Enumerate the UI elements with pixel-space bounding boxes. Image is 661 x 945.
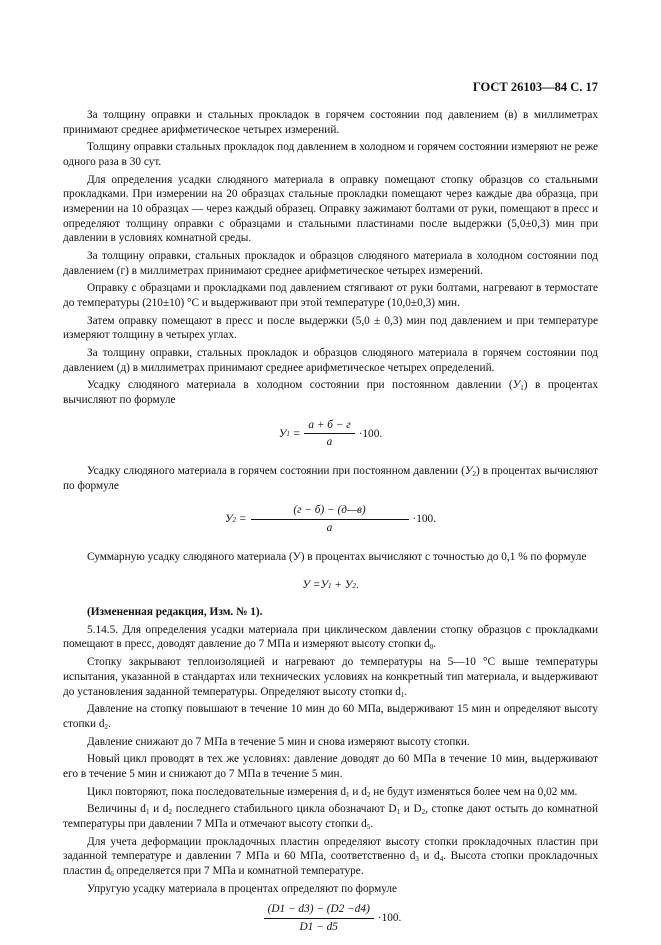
formula-shrink-cold: У 1 = $\frac{а + б - г}{а}$ ·100. xyxy=(278,418,383,449)
paragraph: Для учета деформации прокладочных пластин определяют высоту стопки прокладочных пластин при заданной температуре и давлении 7 МПа и 60 МПа, соответственно $d_3$ и $d_4$. Высота стопки прокладочных пластин $d_6$ определяется при 7 МПа и комнатной температуре. xyxy=(63,835,598,878)
paragraph: Усадку слюдяного материала в холодном состоянии при постоянном давлении $(У_1)$ в процентах вычисляют по формуле xyxy=(63,379,598,407)
paragraph: За толщину оправки, стальных прокладок и образцов слюдяного материала в холодном состоянии под давлением (г) в миллиметрах принимают среднее арифметическое четырех измерений. xyxy=(63,250,598,277)
paragraph: Давление снижают до 7 МПа в течение 5 мин и снова измеряют высоту стопки. xyxy=(87,735,470,748)
paragraph: Упругую усадку материала в процентах определяют по формуле xyxy=(87,882,398,895)
formula-total-shrink: У =У 1 + У 2 . xyxy=(302,579,359,592)
paragraph: За толщину оправки и стальных прокладок в горячем состоянии под давлением (в) в миллиметрах принимают среднее арифметическое четырех измерений. xyxy=(63,109,598,136)
formula-shrink-hot: У 2 = $\frac{(г - б) - (д—в)}{а}$ ·100. xyxy=(224,504,437,535)
edit-note: (Измененная редакция, Изм. № 1). xyxy=(87,606,263,619)
paragraph: Новый цикл проводят в тех же условиях: давление доводят до 60 МПа в течение 10 мин, выдерживают его в течение 5 мин и снижают до 7 МПа в течение 5 мин. xyxy=(63,753,598,780)
paragraph: Оправку с образцами и прокладками под давлением стягивают от руки болтами, нагревают в термостате до температуры (210±10) °С и выдерживают при этой температуре (10,0±0,3) мин. xyxy=(63,282,598,310)
page-header: ГОСТ 26103—84 С. 17 xyxy=(472,80,598,94)
paragraph: Для определения усадки слюдяного материала в оправку помещают стопку образцов со стальными прокладками. При измерении на 20 образцах стальные прокладки помещают через каждые два образца, при измерении на 10 образцах — через каждый образец. Оправку зажимают болтами от руки, помещают в пресс и определяют толщину оправки с образцами и стальными пластинами после выдержки (5,0±0,3) мин при давлении в условиях комнатной среды. xyxy=(63,173,598,245)
paragraph: Давление на стопку повышают в течение 10 мин до 60 МПа, выдерживают 15 мин и определяют высоту стопки $d_2$. xyxy=(63,703,598,731)
paragraph: Цикл повторяют, пока последовательные измерения $d_1$ и $d_2$ не будут изменяться более чем на 0,02 мм. xyxy=(87,785,578,799)
paragraph: 5.14.5. Для определения усадки материала при циклическом давлении стопку образцов с прокладками помещают в пресс, доводят давление до 7 МПа и измеряют высоту стопки $d_0$. xyxy=(63,623,598,652)
paragraph: Усадку слюдяного материала в горячем состоянии при постоянном давлении $(У_2)$ в процентах вычисляют по формуле xyxy=(63,465,598,492)
paragraph: Затем оправку помещают в пресс и после выдержки (5,0 ± 0,3) мин под давлением и при температуре измеряют толщину в четырех углах. xyxy=(63,314,598,342)
paragraph: За толщину оправки, стальных прокладок и образцов слюдяного материала в горячем состоянии под давлением (д) в миллиметрах принимают среднее арифметическое четырех определений. xyxy=(63,347,598,374)
paragraph: Величины $d_1$ и $d_2$ последнего стабильного цикла обозначают $D_1$ и $D_2$, стопке дают остыть до комнатной температуры при давлении 7 МПа и отмечают высоту стопки $d_5$. xyxy=(63,803,598,831)
paragraph: Суммарную усадку слюдяного материала (У) в процентах вычисляют с точностью до 0,1 % по формуле xyxy=(87,550,587,563)
formula-elastic-shrink: $\frac{(D1 - d3) - (D2 -d4)}{D1 - d5}$ ·100. xyxy=(63,902,598,934)
document-body xyxy=(63,108,598,945)
paragraph: Стопку закрывают теплоизоляцией и нагревают до температуры на 5—10 °С выше температуры испытания, указанной в стандартах или технических условиях на конкретный тип материала, и выдерживают до установления заданной температуры. Определяют высоту стопки $d_1$. xyxy=(63,656,598,699)
paragraph: Толщину оправки стальных прокладок под давлением в холодном и горячем состоянии измеряют не реже одного раза в 30 сут. xyxy=(63,141,598,169)
